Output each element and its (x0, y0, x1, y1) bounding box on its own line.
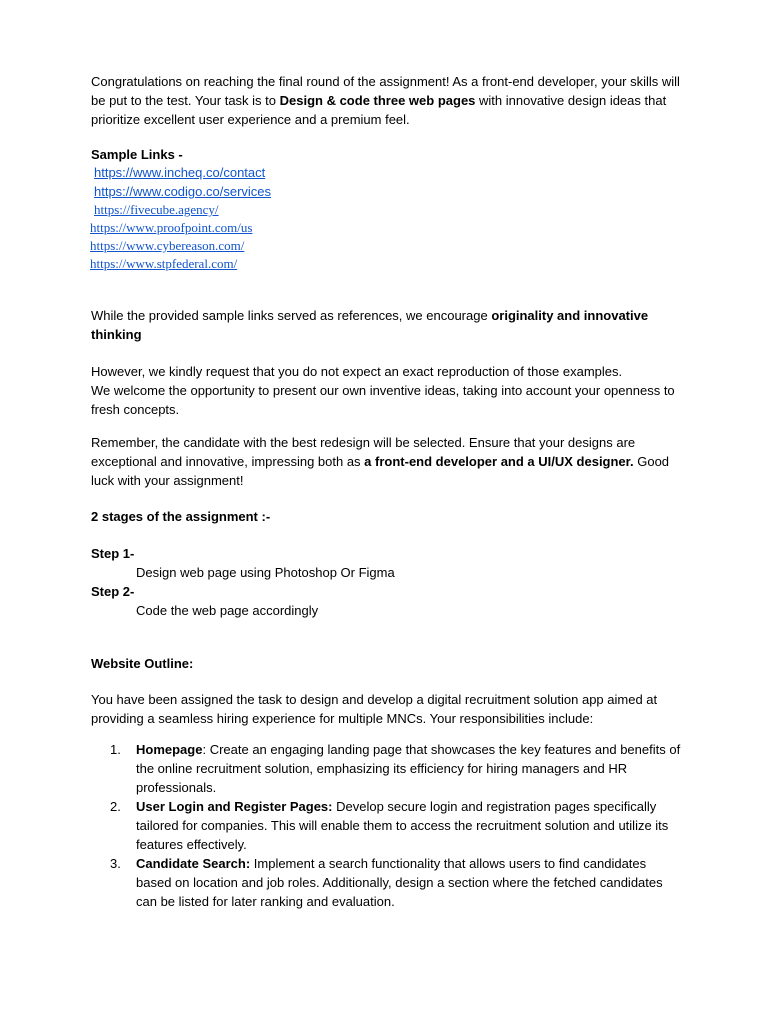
list-item: 2. User Login and Register Pages: Develop secure login and registration pages specifically tailored for companies. This will enable them to access the recruitment solution and utilize its features effectively. (110, 799, 669, 852)
responsibilities-list (91, 740, 683, 911)
intro-text-end: with innovative design ideas that prioritize excellent user experience and a premium feel. (91, 93, 667, 127)
step2-text: Code the web page accordingly (136, 603, 319, 618)
originality-bold-text: originality and innovative thinking (91, 308, 649, 342)
intro-bold-text: Design & code three web pages (279, 93, 476, 108)
link-cybereason[interactable]: https://www.cybereason.com/ (90, 238, 245, 253)
link-codigo[interactable]: https://www.codigo.co/services (94, 184, 272, 199)
outline-heading: Website Outline: (91, 656, 194, 671)
link-incheq[interactable]: https://www.incheq.co/contact (94, 165, 266, 180)
remember-bold-text: a front-end developer and a UI/UX designer. (364, 454, 634, 469)
intro-paragraph (91, 72, 683, 129)
sample-links-list (90, 163, 271, 273)
sample-link-item (90, 201, 271, 219)
step1-text: Design web page using Photoshop Or Figma (136, 565, 395, 580)
list-item: 1. Homepage: Create an engaging landing page that showcases the key features and benefits of the online recruitment solution, emphasizing its efficiency for hiring managers and HR professionals. (110, 742, 681, 795)
steps-section (91, 544, 683, 620)
item-title: Homepage (136, 742, 203, 757)
item-title: Candidate Search: (136, 856, 251, 871)
list-item: 3. Candidate Search: Implement a search functionality that allows users to find candidates based on location and job roles. Additionally, design a section where the fetched candidates can be listed for later ranking and evaluation. (110, 856, 663, 909)
outline-intro: You have been assigned the task to design and develop a digital recruitment solution app aimed at providing a seamless hiring experience for multiple MNCs. Your responsibilities include: (91, 692, 658, 726)
sample-links-heading: Sample Links - (91, 147, 183, 162)
originality-paragraph: While the provided sample links served as references, we encourage originality and innovative thinking (91, 308, 649, 342)
sample-link-item (90, 237, 271, 255)
sample-link-item (90, 163, 271, 182)
link-proofpoint[interactable]: https://www.proofpoint.com/us (90, 220, 253, 235)
sample-link-item (90, 182, 271, 201)
link-stpfederal[interactable]: https://www.stpfederal.com/ (90, 256, 238, 271)
remember-paragraph: Remember, the candidate with the best redesign will be selected. Ensure that your designs are exceptional and innovative, impressing both as a front-end developer and a UI/UX designer. Good luck with your assignment! (91, 435, 670, 488)
intro-text: Congratulations on reaching the final round of the assignment! As a front-end developer, your skills will be put to the test. Your task is to (91, 74, 680, 108)
however-paragraph: However, we kindly request that you do not expect an exact reproduction of those examples. We welcome the opportunity to present our own inventive ideas, taking into account your openness to fresh concepts. (91, 364, 675, 417)
step1-label: Step 1- (91, 546, 135, 561)
stages-heading: 2 stages of the assignment :- (91, 509, 271, 524)
item-title: User Login and Register Pages: (136, 799, 333, 814)
sample-link-item (90, 219, 271, 237)
link-fivecube[interactable]: https://fivecube.agency/ (94, 202, 219, 217)
step2-label: Step 2- (91, 584, 135, 599)
sample-link-item (90, 255, 271, 273)
